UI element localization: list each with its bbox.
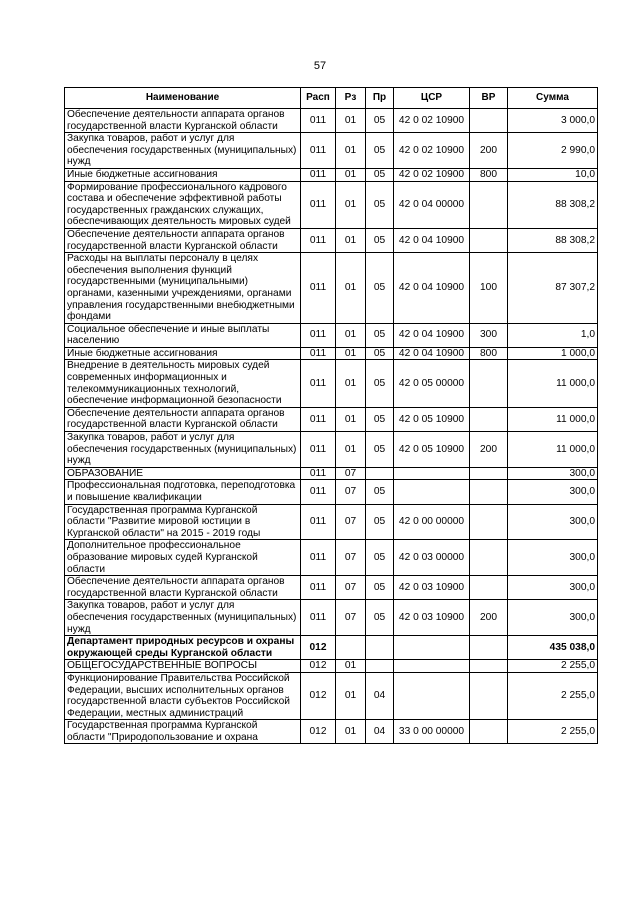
row-rz-cell: 01 bbox=[336, 323, 366, 347]
table-row bbox=[65, 600, 598, 636]
row-pr-cell bbox=[366, 660, 394, 673]
row-rasp-cell: 011 bbox=[301, 576, 336, 600]
row-name-cell: Формирование профессионального кадрового состава и обеспечение эффективной работы государственных гражданских служащих, обеспечивающих деятельность мировых судей bbox=[65, 181, 301, 228]
row-csr-cell: 42 0 04 10900 bbox=[394, 228, 470, 252]
row-pr-cell bbox=[366, 467, 394, 480]
row-name-cell: Внедрение в деятельность мировых судей современных информационных и телекоммуникационных технологий, обеспечение информационной безопасности bbox=[65, 360, 301, 407]
row-csr-cell: 42 0 04 10900 bbox=[394, 347, 470, 360]
row-name-cell: ОБЩЕГОСУДАРСТВЕННЫЕ ВОПРОСЫ bbox=[65, 660, 301, 673]
row-pr-cell: 05 bbox=[366, 323, 394, 347]
row-csr-cell: 42 0 04 10900 bbox=[394, 253, 470, 324]
row-rasp-cell: 012 bbox=[301, 672, 336, 719]
row-name-cell: Дополнительное профессиональное образование мировых судей Курганской области bbox=[65, 540, 301, 576]
table-row bbox=[65, 168, 598, 181]
row-sum-cell: 300,0 bbox=[508, 480, 598, 504]
row-vr-cell bbox=[470, 636, 508, 660]
header-rz: Рз bbox=[336, 88, 366, 109]
row-vr-cell: 800 bbox=[470, 347, 508, 360]
table-row bbox=[65, 504, 598, 540]
row-sum-cell: 2 990,0 bbox=[508, 133, 598, 169]
row-csr-cell: 42 0 04 10900 bbox=[394, 323, 470, 347]
row-csr-cell bbox=[394, 480, 470, 504]
row-csr-cell: 42 0 05 10900 bbox=[394, 432, 470, 468]
table-row bbox=[65, 720, 598, 744]
row-rasp-cell: 011 bbox=[301, 600, 336, 636]
row-rz-cell: 01 bbox=[336, 360, 366, 407]
row-name-cell: Иные бюджетные ассигнования bbox=[65, 168, 301, 181]
row-sum-cell: 300,0 bbox=[508, 504, 598, 540]
row-rasp-cell: 011 bbox=[301, 480, 336, 504]
row-pr-cell: 05 bbox=[366, 168, 394, 181]
row-vr-cell bbox=[470, 672, 508, 719]
table-row bbox=[65, 407, 598, 431]
row-rasp-cell: 011 bbox=[301, 540, 336, 576]
row-sum-cell: 11 000,0 bbox=[508, 407, 598, 431]
row-rz-cell: 07 bbox=[336, 540, 366, 576]
table-body bbox=[65, 109, 598, 744]
row-name-cell: Закупка товаров, работ и услуг для обеспечения государственных (муниципальных) нужд bbox=[65, 133, 301, 169]
table-row bbox=[65, 228, 598, 252]
row-rz-cell: 01 bbox=[336, 672, 366, 719]
table-header-row bbox=[65, 88, 598, 109]
row-rasp-cell: 011 bbox=[301, 323, 336, 347]
row-name-cell: Профессиональная подготовка, переподготовка и повышение квалификации bbox=[65, 480, 301, 504]
row-pr-cell: 05 bbox=[366, 600, 394, 636]
row-rz-cell: 01 bbox=[336, 181, 366, 228]
row-vr-cell bbox=[470, 228, 508, 252]
row-rz-cell: 07 bbox=[336, 467, 366, 480]
row-csr-cell: 42 0 04 00000 bbox=[394, 181, 470, 228]
row-vr-cell: 200 bbox=[470, 133, 508, 169]
table-row bbox=[65, 181, 598, 228]
table-row bbox=[65, 323, 598, 347]
row-rz-cell: 01 bbox=[336, 660, 366, 673]
row-sum-cell: 2 255,0 bbox=[508, 672, 598, 719]
table-row bbox=[65, 360, 598, 407]
row-rasp-cell: 011 bbox=[301, 181, 336, 228]
row-rasp-cell: 011 bbox=[301, 504, 336, 540]
row-rasp-cell: 011 bbox=[301, 432, 336, 468]
row-rasp-cell: 011 bbox=[301, 133, 336, 169]
row-rz-cell: 01 bbox=[336, 720, 366, 744]
row-sum-cell: 1,0 bbox=[508, 323, 598, 347]
row-csr-cell: 42 0 02 10900 bbox=[394, 133, 470, 169]
row-name-cell: Обеспечение деятельности аппарата органов государственной власти Курганской области bbox=[65, 576, 301, 600]
table-row bbox=[65, 576, 598, 600]
row-name-cell: Обеспечение деятельности аппарата органов государственной власти Курганской области bbox=[65, 407, 301, 431]
row-pr-cell: 04 bbox=[366, 720, 394, 744]
row-name-cell: Социальное обеспечение и иные выплаты населению bbox=[65, 323, 301, 347]
row-csr-cell: 42 0 03 10900 bbox=[394, 600, 470, 636]
row-vr-cell bbox=[470, 660, 508, 673]
row-sum-cell: 88 308,2 bbox=[508, 228, 598, 252]
row-csr-cell: 42 0 03 10900 bbox=[394, 576, 470, 600]
row-sum-cell: 87 307,2 bbox=[508, 253, 598, 324]
row-csr-cell bbox=[394, 660, 470, 673]
table-row bbox=[65, 540, 598, 576]
row-name-cell: Иные бюджетные ассигнования bbox=[65, 347, 301, 360]
row-pr-cell: 05 bbox=[366, 576, 394, 600]
table-row bbox=[65, 660, 598, 673]
row-vr-cell bbox=[470, 576, 508, 600]
row-name-cell: Функционирование Правительства Российской Федерации, высших исполнительных органов государственной власти субъектов Российской Федерации, местных администраций bbox=[65, 672, 301, 719]
row-rz-cell: 01 bbox=[336, 228, 366, 252]
row-pr-cell: 05 bbox=[366, 133, 394, 169]
row-rz-cell: 01 bbox=[336, 109, 366, 133]
row-rz-cell: 07 bbox=[336, 480, 366, 504]
row-pr-cell: 05 bbox=[366, 432, 394, 468]
row-rz-cell: 01 bbox=[336, 407, 366, 431]
row-csr-cell bbox=[394, 672, 470, 719]
row-rasp-cell: 011 bbox=[301, 228, 336, 252]
table-row bbox=[65, 432, 598, 468]
row-name-cell: Государственная программа Курганской области "Развитие мировой юстиции в Курганской области" на 2015 - 2019 годы bbox=[65, 504, 301, 540]
row-name-cell: Департамент природных ресурсов и охраны окружающей среды Курганской области bbox=[65, 636, 301, 660]
row-pr-cell: 05 bbox=[366, 253, 394, 324]
header-rasp: Расп bbox=[301, 88, 336, 109]
row-rz-cell: 07 bbox=[336, 504, 366, 540]
row-sum-cell: 1 000,0 bbox=[508, 347, 598, 360]
row-name-cell: Государственная программа Курганской области "Природопользование и охрана bbox=[65, 720, 301, 744]
table-row bbox=[65, 109, 598, 133]
row-rz-cell bbox=[336, 636, 366, 660]
row-sum-cell: 2 255,0 bbox=[508, 660, 598, 673]
row-name-cell: ОБРАЗОВАНИЕ bbox=[65, 467, 301, 480]
row-sum-cell: 11 000,0 bbox=[508, 432, 598, 468]
row-rasp-cell: 011 bbox=[301, 253, 336, 324]
row-vr-cell bbox=[470, 480, 508, 504]
header-vr: ВР bbox=[470, 88, 508, 109]
row-csr-cell: 42 0 02 10900 bbox=[394, 109, 470, 133]
table-row bbox=[65, 672, 598, 719]
row-vr-cell: 300 bbox=[470, 323, 508, 347]
row-csr-cell bbox=[394, 467, 470, 480]
row-vr-cell bbox=[470, 407, 508, 431]
row-name-cell: Закупка товаров, работ и услуг для обеспечения государственных (муниципальных) нужд bbox=[65, 600, 301, 636]
row-pr-cell bbox=[366, 636, 394, 660]
row-rasp-cell: 011 bbox=[301, 407, 336, 431]
row-rasp-cell: 012 bbox=[301, 660, 336, 673]
row-vr-cell bbox=[470, 467, 508, 480]
row-csr-cell: 42 0 05 00000 bbox=[394, 360, 470, 407]
row-pr-cell: 04 bbox=[366, 672, 394, 719]
row-rz-cell: 07 bbox=[336, 576, 366, 600]
row-rasp-cell: 011 bbox=[301, 109, 336, 133]
row-csr-cell: 42 0 05 10900 bbox=[394, 407, 470, 431]
table-row bbox=[65, 253, 598, 324]
row-vr-cell bbox=[470, 181, 508, 228]
row-rz-cell: 01 bbox=[336, 347, 366, 360]
row-vr-cell: 800 bbox=[470, 168, 508, 181]
row-vr-cell: 100 bbox=[470, 253, 508, 324]
row-rasp-cell: 012 bbox=[301, 720, 336, 744]
row-sum-cell: 300,0 bbox=[508, 467, 598, 480]
row-sum-cell: 88 308,2 bbox=[508, 181, 598, 228]
row-sum-cell: 435 038,0 bbox=[508, 636, 598, 660]
row-rz-cell: 07 bbox=[336, 600, 366, 636]
row-csr-cell: 42 0 03 00000 bbox=[394, 540, 470, 576]
row-name-cell: Обеспечение деятельности аппарата органов государственной власти Курганской области bbox=[65, 109, 301, 133]
row-rz-cell: 01 bbox=[336, 432, 366, 468]
row-rz-cell: 01 bbox=[336, 253, 366, 324]
row-pr-cell: 05 bbox=[366, 540, 394, 576]
row-pr-cell: 05 bbox=[366, 360, 394, 407]
row-vr-cell bbox=[470, 720, 508, 744]
row-name-cell: Закупка товаров, работ и услуг для обеспечения государственных (муниципальных) нужд bbox=[65, 432, 301, 468]
row-rasp-cell: 011 bbox=[301, 347, 336, 360]
row-rz-cell: 01 bbox=[336, 133, 366, 169]
row-name-cell: Расходы на выплаты персоналу в целях обеспечения выполнения функций государственными (муниципальными) органами, казенными учреждениями, органами управления государственными внебюджетными фондами bbox=[65, 253, 301, 324]
header-name: Наименование bbox=[65, 88, 301, 109]
row-pr-cell: 05 bbox=[366, 347, 394, 360]
row-csr-cell: 42 0 02 10900 bbox=[394, 168, 470, 181]
row-sum-cell: 11 000,0 bbox=[508, 360, 598, 407]
header-pr: Пр bbox=[366, 88, 394, 109]
row-pr-cell: 05 bbox=[366, 228, 394, 252]
row-pr-cell: 05 bbox=[366, 504, 394, 540]
header-csr: ЦСР bbox=[394, 88, 470, 109]
row-sum-cell: 3 000,0 bbox=[508, 109, 598, 133]
table-row bbox=[65, 480, 598, 504]
page-number: 57 bbox=[313, 60, 327, 72]
row-pr-cell: 05 bbox=[366, 407, 394, 431]
header-sum: Сумма bbox=[508, 88, 598, 109]
row-pr-cell: 05 bbox=[366, 480, 394, 504]
row-rz-cell: 01 bbox=[336, 168, 366, 181]
row-vr-cell bbox=[470, 360, 508, 407]
row-sum-cell: 10,0 bbox=[508, 168, 598, 181]
row-csr-cell: 33 0 00 00000 bbox=[394, 720, 470, 744]
row-vr-cell: 200 bbox=[470, 600, 508, 636]
row-sum-cell: 300,0 bbox=[508, 576, 598, 600]
row-pr-cell: 05 bbox=[366, 181, 394, 228]
row-sum-cell: 300,0 bbox=[508, 600, 598, 636]
row-csr-cell: 42 0 00 00000 bbox=[394, 504, 470, 540]
row-rasp-cell: 011 bbox=[301, 360, 336, 407]
row-rasp-cell: 012 bbox=[301, 636, 336, 660]
row-sum-cell: 300,0 bbox=[508, 540, 598, 576]
budget-table bbox=[64, 87, 598, 744]
row-vr-cell bbox=[470, 504, 508, 540]
row-name-cell: Обеспечение деятельности аппарата органов государственной власти Курганской области bbox=[65, 228, 301, 252]
row-sum-cell: 2 255,0 bbox=[508, 720, 598, 744]
row-vr-cell: 200 bbox=[470, 432, 508, 468]
table-row bbox=[65, 636, 598, 660]
row-pr-cell: 05 bbox=[366, 109, 394, 133]
row-vr-cell bbox=[470, 540, 508, 576]
row-rasp-cell: 011 bbox=[301, 467, 336, 480]
table-row bbox=[65, 467, 598, 480]
row-rasp-cell: 011 bbox=[301, 168, 336, 181]
row-vr-cell bbox=[470, 109, 508, 133]
table-row bbox=[65, 133, 598, 169]
row-csr-cell bbox=[394, 636, 470, 660]
table-row bbox=[65, 347, 598, 360]
